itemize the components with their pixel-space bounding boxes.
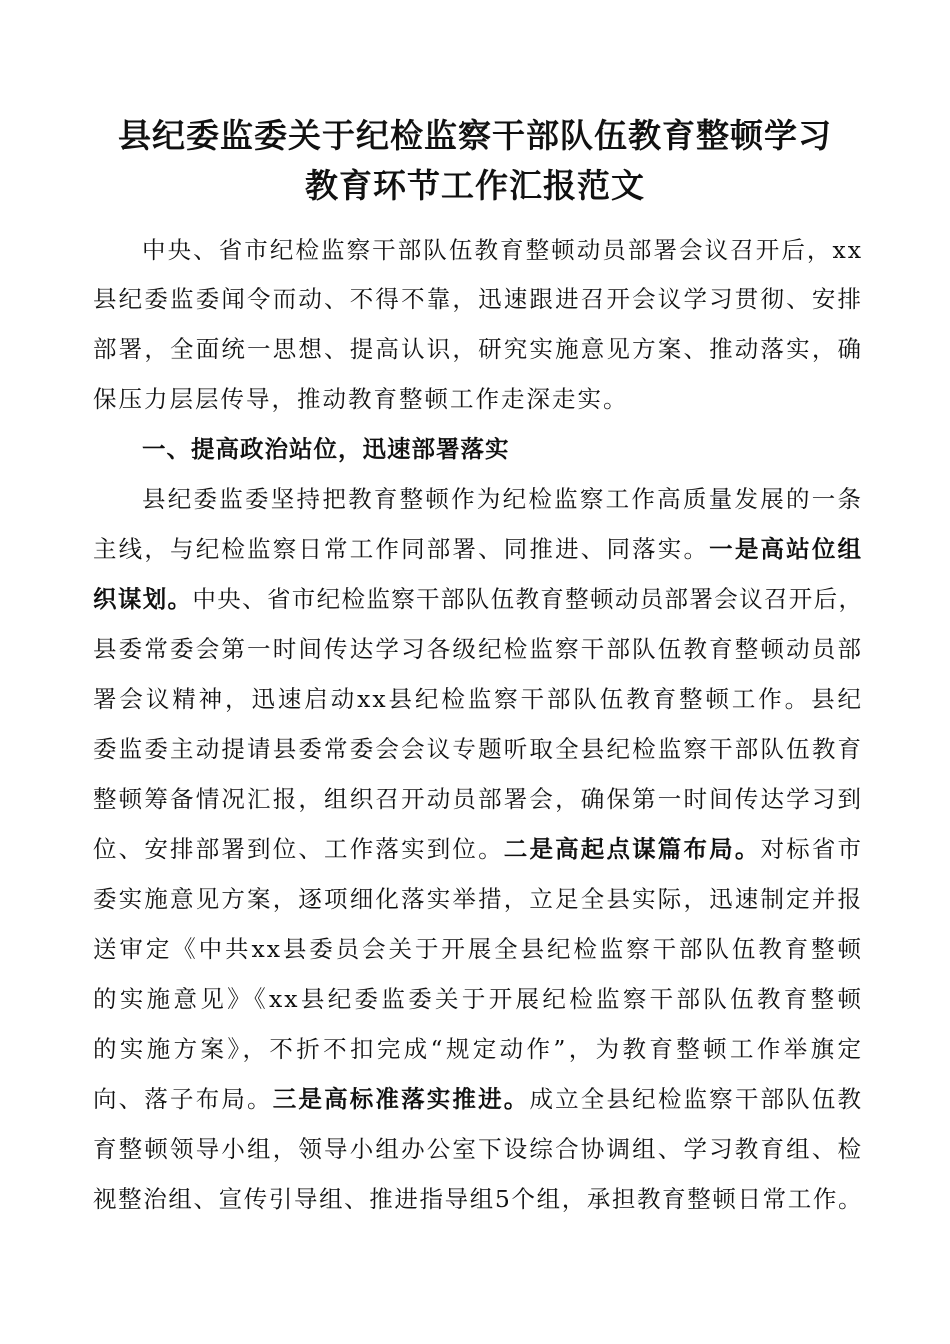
body-text: 对标省市 xyxy=(760,835,864,863)
body-text: 向、落子布局。 xyxy=(93,1085,273,1113)
document-title-line-2: 教育环节工作汇报范文 xyxy=(305,166,645,205)
body-line xyxy=(93,584,863,614)
body-line: 署会议精神，迅速启动xx县纪检监察干部队伍教育整顿工作。县纪 xyxy=(93,685,863,713)
document-title-line-1: 县纪委监委关于纪检监察干部队伍教育整顿学习 xyxy=(118,116,832,155)
bold-lead: 一是高站位组 xyxy=(709,535,864,563)
bold-lead: 三是高标准落实推进。 xyxy=(272,1085,530,1113)
body-line: 的实施方案》，不折不扣完成“规定动作”，为教育整顿工作举旗定 xyxy=(93,1035,863,1063)
body-line: 整顿筹备情况汇报，组织召开动员部署会，确保第一时间传达学习到 xyxy=(93,785,863,813)
body-text: 成立全县纪检监察干部队伍教 xyxy=(529,1085,864,1113)
body-line: 的实施意见》《xx县纪委监委关于开展纪检监察干部队伍教育整顿 xyxy=(93,985,863,1013)
body-line: 送审定《中共xx县委员会关于开展全县纪检监察干部队伍教育整顿 xyxy=(93,935,863,963)
bold-lead: 二是高起点谋篇布局。 xyxy=(503,835,761,863)
body-line: 视整治组、宣传引导组、推进指导组5个组，承担教育整顿日常工作。 xyxy=(93,1185,863,1213)
intro-line: 部署，全面统一思想、提高认识，研究实施意见方案、推动落实，确 xyxy=(93,335,863,363)
body-line: 委实施意见方案，逐项细化落实举措，立足全县实际，迅速制定并报 xyxy=(93,885,863,913)
body-line xyxy=(93,534,863,564)
intro-line: 保压力层层传导，推动教育整顿工作走深走实。 xyxy=(93,385,629,413)
body-line: 县委常委会第一时间传达学习各级纪检监察干部队伍教育整顿动员部 xyxy=(93,635,863,663)
body-line xyxy=(93,834,863,864)
body-line: 育整顿领导小组，领导小组办公室下设综合协调组、学习教育组、检 xyxy=(93,1135,863,1163)
body-text: 位、安排部署到位、工作落实到位。 xyxy=(93,835,504,863)
intro-line: 中央、省市纪检监察干部队伍教育整顿动员部署会议召开后，xx xyxy=(142,236,863,264)
body-text: 主线，与纪检监察日常工作同部署、同推进、同落实。 xyxy=(93,535,710,563)
body-line: 县纪委监委坚持把教育整顿作为纪检监察工作高质量发展的一条 xyxy=(142,485,863,513)
body-line: 委监委主动提请县委常委会会议专题听取全县纪检监察干部队伍教育 xyxy=(93,735,863,763)
body-line xyxy=(93,1084,863,1114)
section-heading: 一、提高政治站位，迅速部署落实 xyxy=(142,435,510,463)
intro-line: 县纪委监委闻令而动、不得不靠，迅速跟进召开会议学习贯彻、安排 xyxy=(93,285,863,313)
bold-lead: 织谋划。 xyxy=(93,585,193,613)
body-text: 中央、省市纪检监察干部队伍教育整顿动员部署会议召开后， xyxy=(192,585,864,613)
